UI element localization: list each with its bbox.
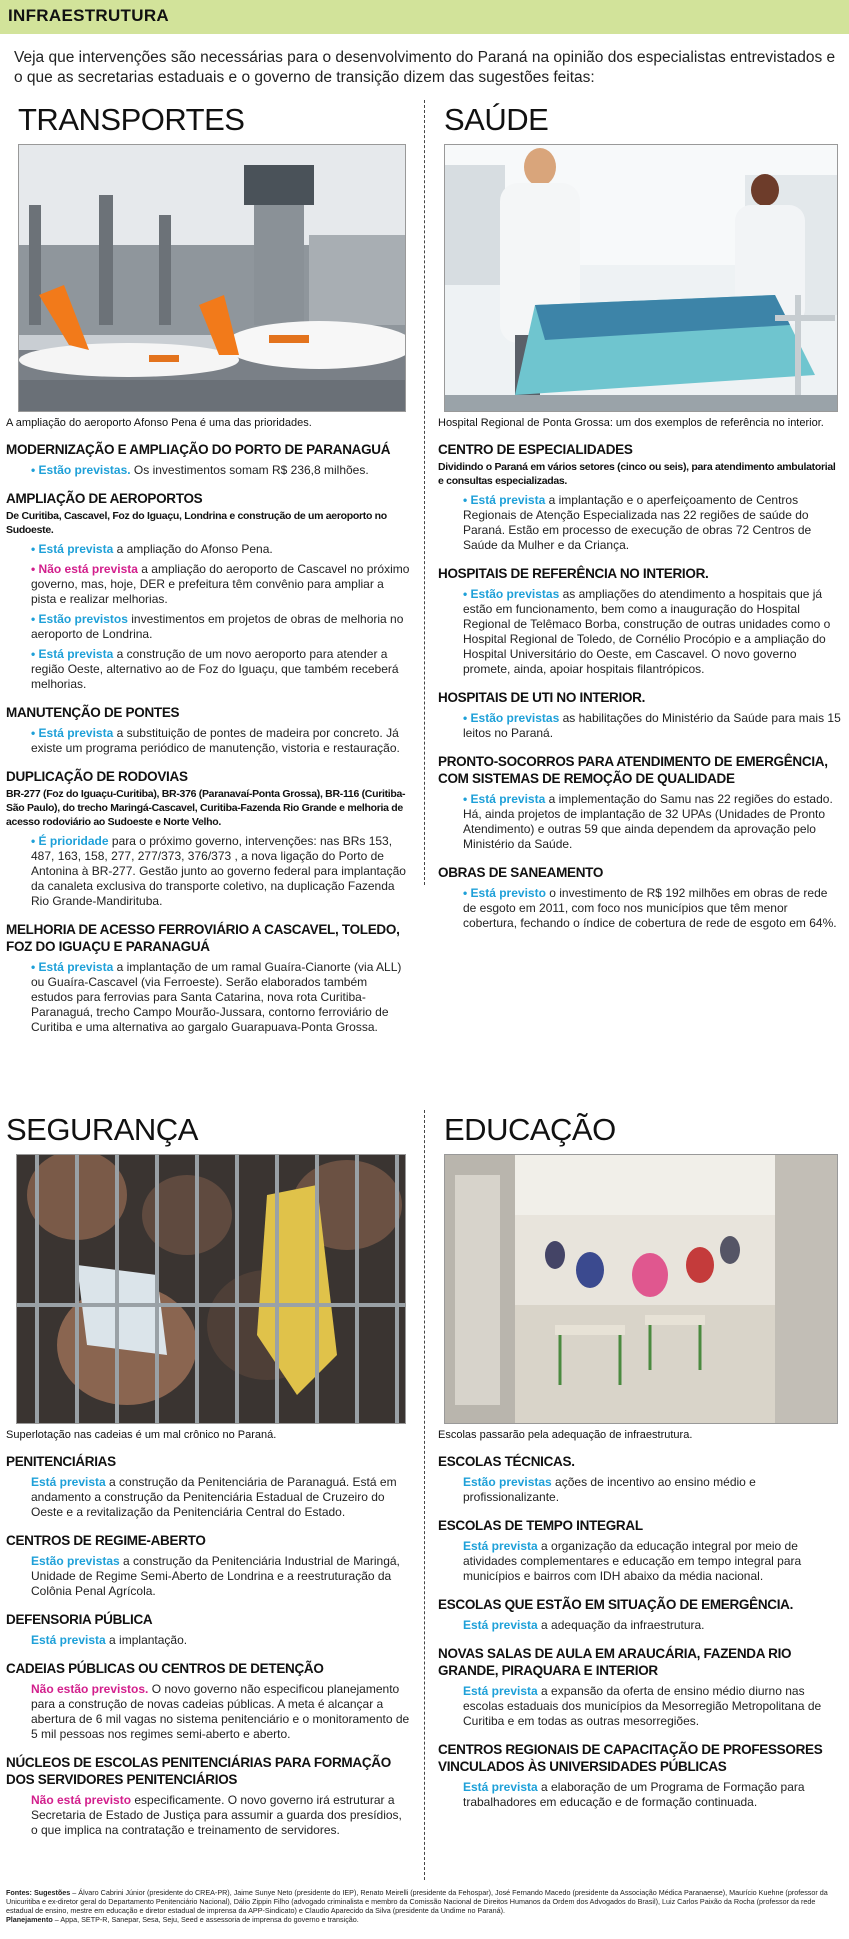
- status-keyword: Não está previsto: [31, 1793, 132, 1807]
- item-paragraph: [6, 463, 410, 478]
- section-educacao: [438, 1112, 842, 1810]
- item-paragraph: [6, 960, 410, 1035]
- status-keyword: Está prevista: [38, 960, 114, 974]
- paragraph-text: a organização da educação integral por meio de atividades complementares e educação em tempo integral para municípios e bairros com IDH abaixo da média nacional.: [463, 1539, 802, 1583]
- bullet-icon: •: [31, 562, 39, 576]
- bullet-icon: •: [31, 960, 39, 974]
- status-keyword: Estão previstos: [38, 612, 128, 626]
- airport-photo: [18, 144, 406, 412]
- prison-photo: [16, 1154, 406, 1424]
- column-divider-bottom: [424, 1110, 425, 1880]
- airport-illustration: [19, 145, 406, 412]
- item-paragraph: [6, 834, 410, 909]
- item-paragraph: [438, 792, 842, 852]
- paragraph-text: a construção da Penitenciária Industrial de Maringá, Unidade de Regime Semi-Aberto de Londrina e a reestruturação da Colônia Penal Agrícola.: [31, 1554, 400, 1598]
- item-paragraph: [6, 1633, 410, 1648]
- status-keyword: Estão previstas: [470, 587, 560, 601]
- item-heading: MELHORIA DE ACESSO FERROVIÁRIO A CASCAVEL, TOLEDO, FOZ DO IGUAÇU E PARANAGUÁ: [6, 922, 400, 954]
- status-keyword: Estão previstas: [31, 1554, 120, 1568]
- section-header-bar: [0, 0, 849, 34]
- item-paragraph: [6, 612, 410, 642]
- column-divider-top: [424, 100, 425, 885]
- paragraph-text: a implantação.: [105, 1633, 188, 1647]
- item-paragraph: [438, 587, 842, 677]
- item-heading: HOSPITAIS DE REFERÊNCIA NO INTERIOR.: [438, 566, 709, 581]
- section-title: SAÚDE: [444, 102, 549, 137]
- sources-footnote: [6, 1888, 844, 1924]
- item-paragraph: [6, 1682, 410, 1742]
- bullet-icon: •: [31, 647, 39, 661]
- status-keyword: Está prevista: [31, 1475, 106, 1489]
- paragraph-text: a ampliação do Afonso Pena.: [113, 542, 273, 556]
- item-heading: ESCOLAS DE TEMPO INTEGRAL: [438, 1518, 643, 1533]
- photo-caption: Hospital Regional de Ponta Grossa: um dos exemplos de referência no interior.: [438, 417, 824, 429]
- item-paragraph: [438, 711, 842, 741]
- photo-caption: Escolas passarão pela adequação de infraestrutura.: [438, 1429, 693, 1441]
- paragraph-text: a construção de um novo aeroporto para atender a região Oeste, alternativo ao de Foz do Iguaçu, que também receberá melhorias.: [31, 647, 399, 691]
- status-keyword: Está prevista: [38, 542, 114, 556]
- item-paragraph: [6, 542, 410, 557]
- status-keyword: Estão previstas.: [38, 463, 131, 477]
- item-heading: CENTROS DE REGIME-ABERTO: [6, 1533, 206, 1548]
- status-keyword: Está prevista: [31, 1633, 106, 1647]
- paragraph-text: o investimento de R$ 192 milhões em obras de rede de esgoto em 2011, com foco nos municípios que têm menor cobertura, fechando o índice de cobertura de rede de esgoto em 64%.: [463, 886, 837, 930]
- sources-sugestoes-text: – Álvaro Cabrini Júnior (presidente do CREA-PR), Jaime Sunye Neto (presidente do IEP), Renato Meirelli (presidente da Fehospar), José Fernando Macedo (presidente da Associação Médica Paranaense), Maurício Kuehne (professor da Unicuritiba e ex-diretor geral do Departamento Penitenciário Nacional), Dálio Zippin Filho (advogado criminalista e membro da Comissão Nacional de Direitos Humanos da Ordem dos Advogados do Brasil), Luiz Carlos Paixão da Rocha (professor da rede estadual de ensino, mestre em educação e diretor estadual de imprensa da APP-Sindicato) e Claudio Aparecido da Silva (presidente da Undime no Paraná).: [6, 1888, 828, 1915]
- status-keyword: É prioridade: [38, 834, 109, 848]
- section-transportes: [6, 102, 410, 1035]
- status-keyword: Não estão previstos.: [31, 1682, 149, 1696]
- bullet-icon: •: [31, 612, 39, 626]
- intro-text: Veja que intervenções são necessárias para o desenvolvimento do Paraná na opinião dos especialistas entrevistados e o que as secretarias estaduais e o governo de transição dizem das sugestões feitas:: [14, 49, 836, 86]
- sources-planejamento-text: – Appa, SETP-R, Sanepar, Sesa, Seju, Seed e assessoria de imprensa do governo e transição.: [52, 1915, 359, 1924]
- item-heading: HOSPITAIS DE UTI NO INTERIOR.: [438, 690, 646, 705]
- hospital-illustration: [445, 145, 838, 412]
- status-keyword: Estão previstas: [470, 711, 560, 725]
- item-heading: MODERNIZAÇÃO E AMPLIAÇÃO DO PORTO DE PARANAGUÁ: [6, 442, 391, 457]
- section-saude: [438, 102, 842, 931]
- item-heading: PRONTO-SOCORROS PARA ATENDIMENTO DE EMERGÊNCIA, COM SISTEMAS DE REMOÇÃO DE QUALIDADE: [438, 754, 828, 786]
- prison-illustration: [17, 1155, 406, 1424]
- status-keyword: Está prevista: [38, 647, 114, 661]
- paragraph-text: a adequação da infraestrutura.: [537, 1618, 705, 1632]
- transportes-items: [6, 441, 410, 1035]
- bullet-icon: •: [31, 463, 39, 477]
- saude-items: [438, 441, 842, 931]
- section-seguranca: [6, 1112, 410, 1838]
- sources-planejamento-label: Planejamento: [6, 1915, 53, 1924]
- item-heading: OBRAS DE SANEAMENTO: [438, 865, 604, 880]
- status-keyword: Está prevista: [470, 493, 546, 507]
- photo-caption: Superlotação nas cadeias é um mal crônico no Paraná.: [6, 1429, 277, 1441]
- paragraph-text: a elaboração de um Programa de Formação para trabalhadores em educação e de formação continuada.: [463, 1780, 805, 1809]
- paragraph-text: as habilitações do Ministério da Saúde para mais 15 leitos no Paraná.: [463, 711, 841, 740]
- item-paragraph: [438, 1618, 842, 1633]
- item-paragraph: [438, 1684, 842, 1729]
- photo-caption: A ampliação do aeroporto Afonso Pena é uma das prioridades.: [6, 417, 312, 429]
- paragraph-text: a expansão da oferta de ensino médio diurno nas escolas estaduais dos municípios da Mesorregião Metropolitana de Curitiba e em todas as outras mesorregiões.: [463, 1684, 822, 1728]
- educacao-items: [438, 1453, 842, 1810]
- status-keyword: Está prevista: [38, 726, 114, 740]
- item-heading: CENTROS REGIONAIS DE CAPACITAÇÃO DE PROFESSORES VINCULADOS ÀS UNIVERSIDADES PÚBLICAS: [438, 1742, 823, 1774]
- item-heading: NOVAS SALAS DE AULA EM ARAUCÁRIA, FAZENDA RIO GRANDE, PIRAQUARA E INTERIOR: [438, 1646, 792, 1678]
- hospital-photo: [444, 144, 838, 412]
- item-heading: CADEIAS PÚBLICAS OU CENTROS DE DETENÇÃO: [6, 1661, 324, 1676]
- item-subheading: Dividindo o Paraná em vários setores (cinco ou seis), para atendimento ambulatorial e consultas especializadas.: [438, 461, 836, 487]
- item-paragraph: [438, 493, 842, 553]
- item-paragraph: [6, 1475, 410, 1520]
- item-heading: CENTRO DE ESPECIALIDADES: [438, 442, 633, 457]
- section-title: SEGURANÇA: [6, 1112, 198, 1147]
- status-keyword: Está prevista: [463, 1618, 538, 1632]
- status-keyword: Está previsto: [470, 886, 546, 900]
- item-heading: DUPLICAÇÃO DE RODOVIAS: [6, 769, 188, 784]
- bullet-icon: •: [31, 834, 39, 848]
- bullet-icon: •: [463, 587, 471, 601]
- bullet-icon: •: [463, 711, 471, 725]
- item-subheading: BR-277 (Foz do Iguaçu-Curitiba), BR-376 (Paranavaí-Ponta Grossa), BR-116 (Curitiba-São Paulo), do trecho Maringá-Cascavel, Curitiba-Fazenda Rio Grande e melhoria de acesso rodoviário ao Sudoeste e Norte Velho.: [6, 788, 406, 828]
- status-keyword: Estão previstas: [463, 1475, 552, 1489]
- status-keyword: Não está prevista: [38, 562, 138, 576]
- status-keyword: Está prevista: [463, 1780, 538, 1794]
- bullet-icon: •: [463, 493, 471, 507]
- paragraph-text: investimentos em projetos de obras de melhoria no aeroporto de Londrina.: [31, 612, 404, 641]
- classroom-photo: [444, 1154, 838, 1424]
- classroom-illustration: [445, 1155, 838, 1424]
- paragraph-text: a substituição de pontes de madeira por concreto. Já existe um programa periódico de manutenção, vistoria e restauração.: [31, 726, 400, 755]
- seguranca-items: [6, 1453, 410, 1838]
- item-paragraph: [6, 1793, 410, 1838]
- paragraph-text: a ampliação do aeroporto de Cascavel no próximo governo, mas, hoje, DER e prefeitura têm convênio para ampliar a pista e realizar melhorias.: [31, 562, 410, 606]
- status-keyword: Está prevista: [470, 792, 546, 806]
- paragraph-text: a implantação e o aperfeiçoamento de Centros Regionais de Atenção Especializada nas 22 regiões de saúde do Paraná. Estão em processo de execução de obras 72 Centros de Saúde da Mulher e da Criança.: [463, 493, 812, 552]
- sources-label: Fontes:: [6, 1888, 34, 1897]
- status-keyword: Está prevista: [463, 1539, 538, 1553]
- item-heading: ESCOLAS QUE ESTÃO EM SITUAÇÃO DE EMERGÊNCIA.: [438, 1597, 794, 1612]
- item-paragraph: [438, 1539, 842, 1584]
- bullet-icon: •: [463, 792, 471, 806]
- bullet-icon: •: [463, 886, 471, 900]
- section-title: TRANSPORTES: [18, 102, 245, 137]
- item-paragraph: [438, 1780, 842, 1810]
- paragraph-text: ações de incentivo ao ensino médio e profissionalizante.: [463, 1475, 756, 1504]
- sources-sugestoes-label: Sugestões: [33, 1888, 71, 1897]
- bullet-icon: •: [31, 542, 39, 556]
- item-paragraph: [6, 726, 410, 756]
- section-header-title: INFRAESTRUTURA: [8, 6, 169, 25]
- paragraph-text: a construção da Penitenciária de Paranaguá. Está em andamento a construção da Penitenciária Estadual de Cruzeiro do Oeste e a revitalização da Penitenciária Central do Estado.: [31, 1475, 397, 1519]
- item-subheading: De Curitiba, Cascavel, Foz do Iguaçu, Londrina e construção de um aeroporto no Sudoeste.: [6, 510, 387, 536]
- paragraph-text: O novo governo não especificou planejamento para a construção de novas cadeias públicas. A meta é alcançar a abertura de 6 mil vagas no sistema penitenciário e o monitoramento de 5 mil pessoas nos regimes semi-aberto e aberto.: [31, 1682, 410, 1741]
- bullet-icon: •: [31, 726, 39, 740]
- item-heading: PENITENCIÁRIAS: [6, 1454, 116, 1469]
- paragraph-text: a implantação de um ramal Guaíra-Cianorte (via ALL) ou Guaíra-Cascavel (via Ferroeste). Serão elaborados também estudos para ferrovias para Santa Catarina, nova rota Curitiba-Paranaguá, trecho Campo Mourão-Jussara, contorno ferroviário de Curitiba e uma alternativa ao gargalo Guarapuava-Ponta Grossa.: [31, 960, 402, 1034]
- paragraph-text: as ampliações do atendimento a hospitais que já estão em funcionamento, bem como a inauguração do Hospital Regional de Telêmaco Borba, construção de outras unidades como o Hospital Regional de Toledo, de Cornélio Procópio e a ampliação do Hospital Universitário do Oeste, em Cascavel. O novo governo promete, ainda, apoiar hospitais filantrópicos.: [463, 587, 831, 676]
- item-paragraph: [6, 562, 410, 607]
- item-paragraph: [438, 1475, 842, 1505]
- paragraph-text: especificamente. O novo governo irá estruturar a Secretaria de Estado de Justiça para assumir a guarda dos presídios, o que implica na contratação e treinamento de servidores.: [31, 1793, 402, 1837]
- item-heading: DEFENSORIA PÚBLICA: [6, 1612, 153, 1627]
- item-heading: MANUTENÇÃO DE PONTES: [6, 705, 180, 720]
- paragraph-text: a implementação do Samu nas 22 regiões do estado. Há, ainda projetos de implantação de 32 UPAs (Unidades de Pronto Atendimento) e outras 59 que ainda dependem da aprovação pelo Ministério da Saúde.: [463, 792, 833, 851]
- paragraph-text: Os investimentos somam R$ 236,8 milhões.: [130, 463, 369, 477]
- status-keyword: Está prevista: [463, 1684, 538, 1698]
- paragraph-text: para o próximo governo, intervenções: nas BRs 153, 487, 163, 158, 277, 277/373, 376/373 , a nova ligação do Porto de Antonina à BR-277. Gestão junto ao governo federal para implantação da canaleta exclusiva do transporte coletivo, na duplicação Fazenda Rio Grande-Mandirituba.: [31, 834, 406, 908]
- item-heading: ESCOLAS TÉCNICAS.: [438, 1454, 575, 1469]
- item-paragraph: [438, 886, 842, 931]
- item-paragraph: [6, 1554, 410, 1599]
- item-heading: NÚCLEOS DE ESCOLAS PENITENCIÁRIAS PARA FORMAÇÃO DOS SERVIDORES PENITENCIÁRIOS: [6, 1755, 391, 1787]
- item-paragraph: [6, 647, 410, 692]
- section-title: EDUCAÇÃO: [444, 1112, 616, 1147]
- item-heading: AMPLIAÇÃO DE AEROPORTOS: [6, 491, 203, 506]
